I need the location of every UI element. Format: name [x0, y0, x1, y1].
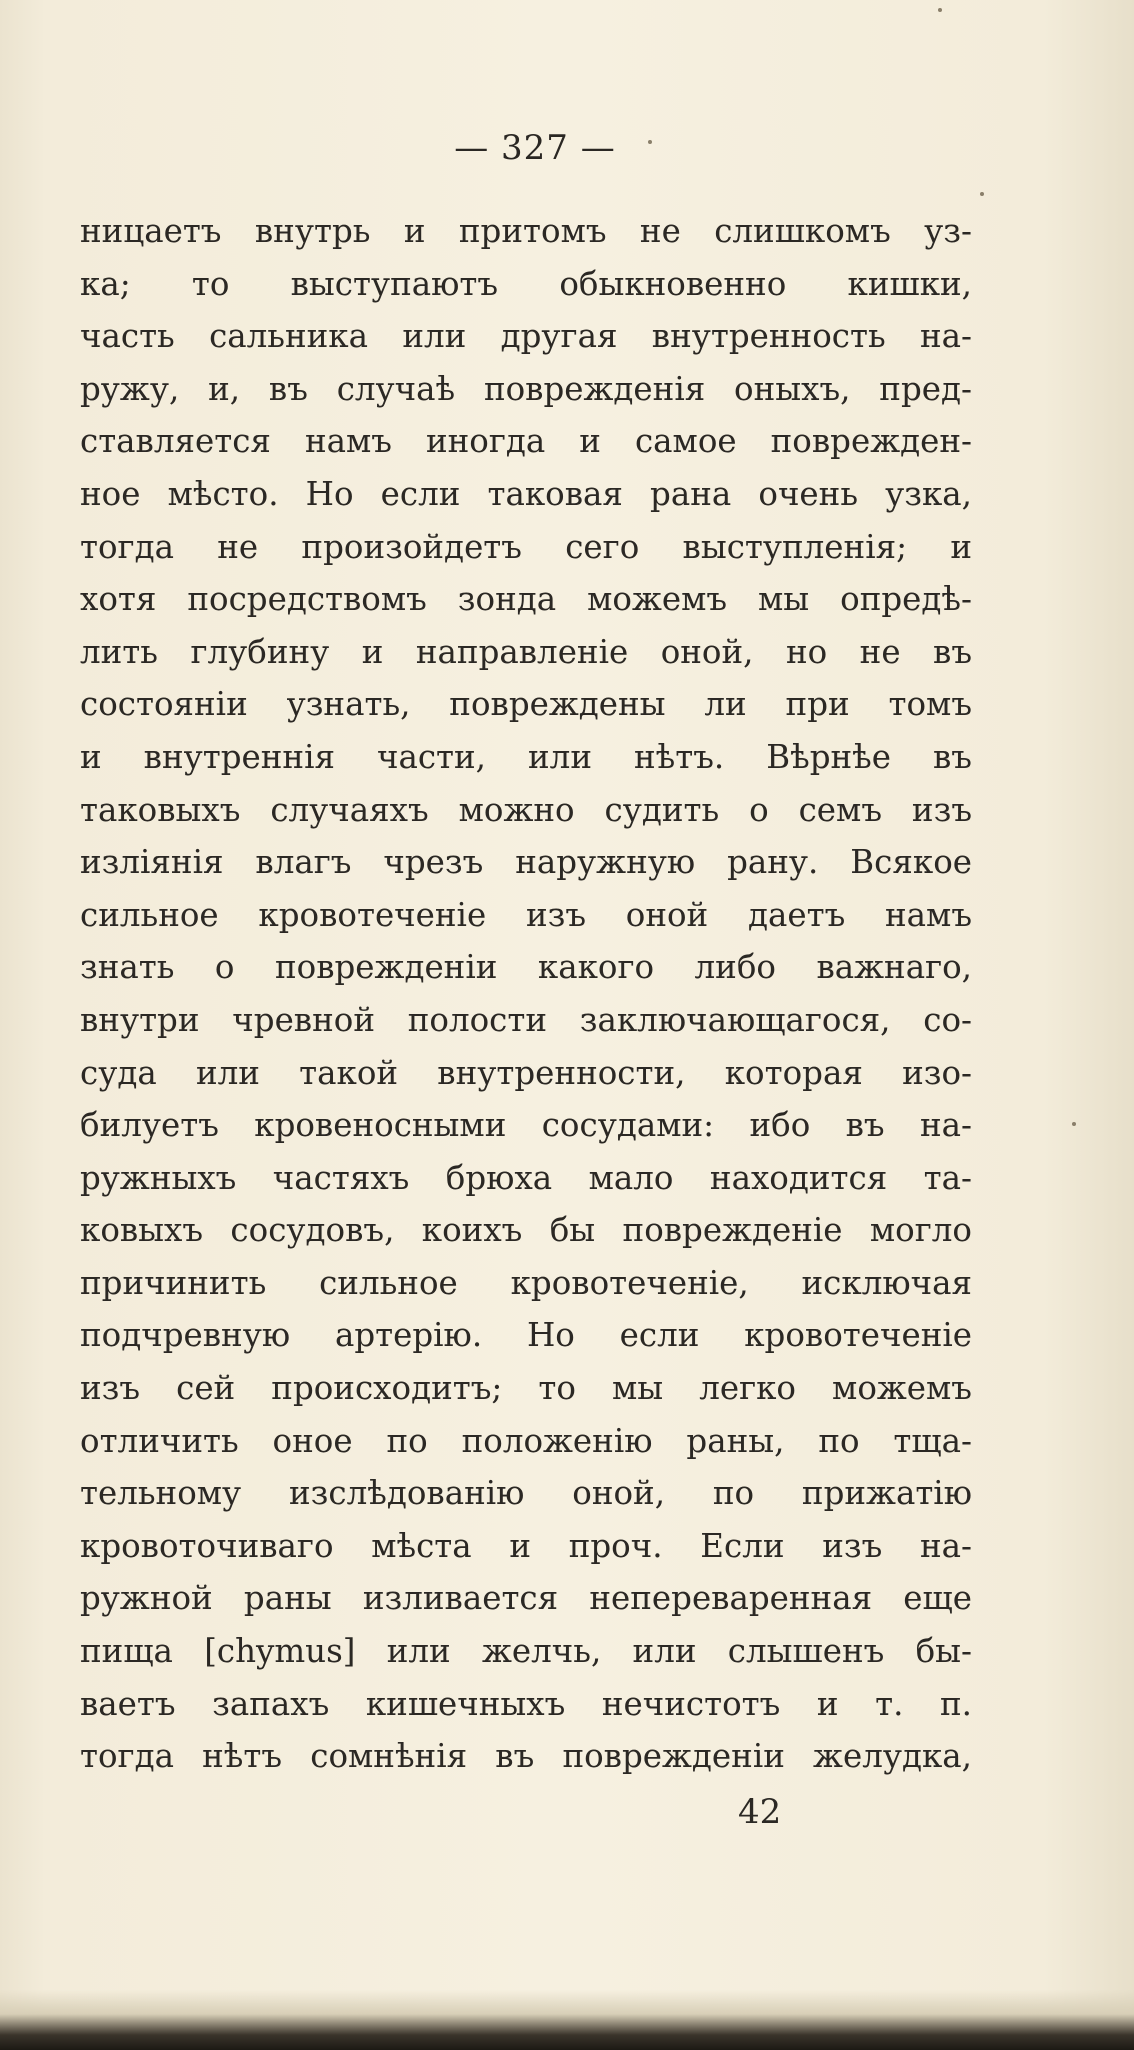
text-line: и внутреннія части, или нѣтъ. Вѣрнѣе въ [80, 737, 972, 776]
text-line: таковыхъ случаяхъ можно судить о семъ изъ [80, 790, 972, 829]
body-text [80, 205, 972, 1783]
text-line: часть сальника или другая внутренность на- [80, 317, 972, 356]
text-line: подчревную артерію. Но если кровотеченіе [80, 1316, 972, 1355]
text-line: отличить оное по положенію раны, по тща- [80, 1421, 972, 1460]
paper-speck [938, 8, 942, 12]
text-line: ставляется намъ иногда и самое поврежден- [80, 422, 972, 461]
text-line: изъ сей происходитъ; то мы легко можемъ [80, 1369, 972, 1408]
text-line: ружныхъ частяхъ брюха мало находится та- [80, 1158, 972, 1197]
text-line: знать о поврежденіи какого либо важнаго, [80, 948, 972, 987]
text-line: суда или такой внутренности, которая изо- [80, 1053, 972, 1092]
text-line: ружу, и, въ случаѣ поврежденія оныхъ, пред- [80, 369, 972, 408]
text-line: пища [chymus] или желчь, или слышенъ бы- [80, 1632, 972, 1671]
text-line: лить глубину и направленіе оной, но не въ [80, 632, 972, 671]
text-line: тогда не произойдетъ сего выступленія; и [80, 527, 972, 566]
text-line: причинить сильное кровотеченіе, исключая [80, 1263, 972, 1302]
page-bottom-edge [0, 1990, 1134, 2050]
paper-speck [980, 192, 984, 196]
text-line: ное мѣсто. Но если таковая рана очень узка, [80, 474, 972, 513]
page-number: — 327 — [454, 128, 616, 168]
paper-speck [1072, 1122, 1076, 1126]
text-line: ковыхъ сосудовъ, коихъ бы поврежденіе могло [80, 1211, 972, 1250]
text-line: ружной раны изливается непереваренная еще [80, 1579, 972, 1618]
text-line: ницаетъ внутрь и притомъ не слишкомъ уз- [80, 212, 972, 250]
text-line: ка; то выступаютъ обыкновенно кишки, [80, 264, 972, 303]
text-line: кровоточиваго мѣста и проч. Если изъ на- [80, 1526, 972, 1565]
text-line: ваетъ запахъ кишечныхъ нечистотъ и т. п. [80, 1684, 972, 1723]
text-line: внутри чревной полости заключающагося, со- [80, 1000, 972, 1039]
text-line: билуетъ кровеносными сосудами: ибо въ на- [80, 1106, 972, 1145]
signature-mark: 42 [738, 1792, 782, 1832]
text-line: состояніи узнать, повреждены ли при томъ [80, 685, 972, 724]
text-line: хотя посредствомъ зонда можемъ мы опредѣ- [80, 580, 972, 619]
text-line: изліянія влагъ чрезъ наружную рану. Всякое [80, 843, 972, 882]
paper-speck [648, 140, 652, 144]
text-line: сильное кровотеченіе изъ оной даетъ намъ [80, 895, 972, 934]
text-line: тельному изслѣдованію оной, по прижатію [80, 1474, 972, 1513]
text-line: тогда нѣтъ сомнѣнія въ поврежденіи желудка, [80, 1737, 972, 1776]
